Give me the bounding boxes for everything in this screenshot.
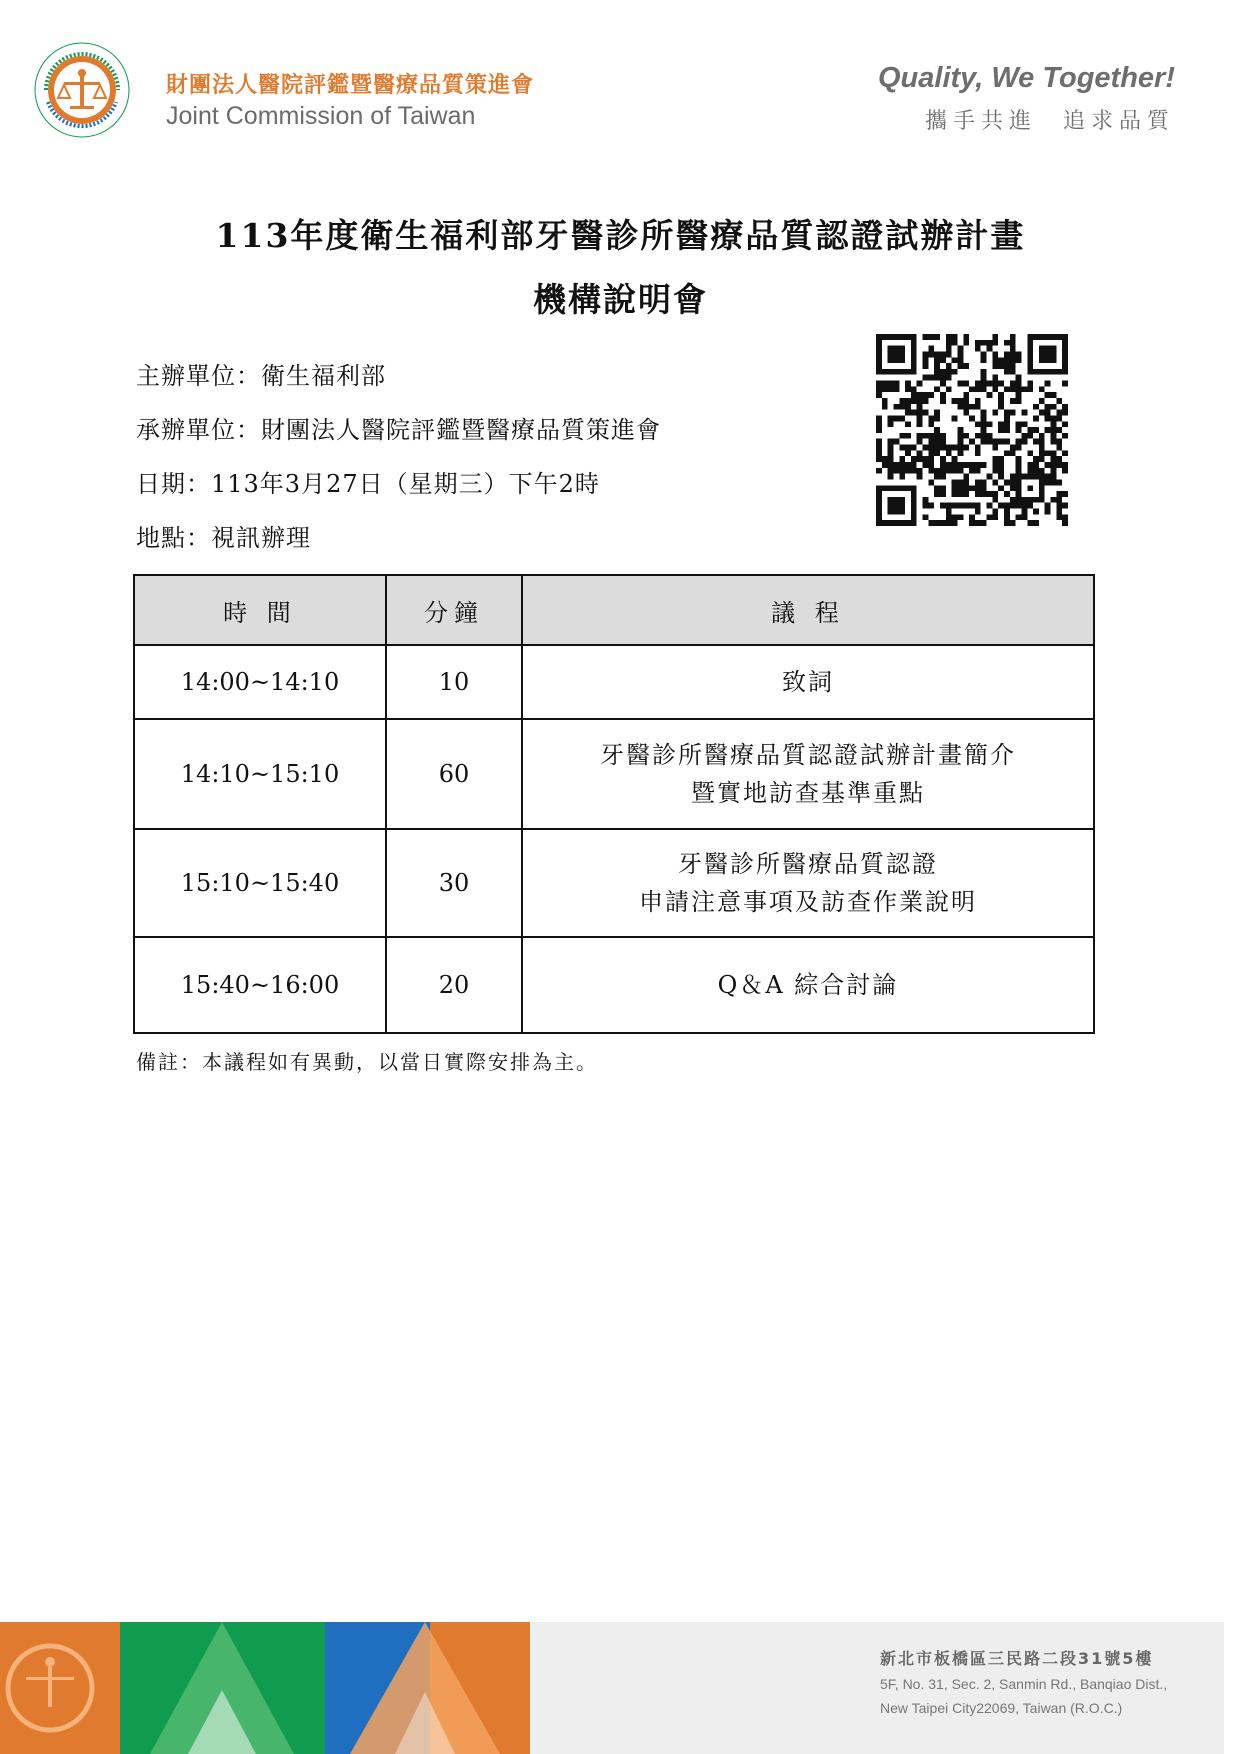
row-item [522, 645, 1094, 719]
row-minutes: 10 [386, 645, 522, 719]
table-row [134, 829, 1094, 937]
footer-banner [0, 1622, 530, 1754]
table-row [134, 937, 1094, 1033]
page-title: 113年度衛生福利部牙醫診所醫療品質認證試辦計畫 [215, 216, 1026, 255]
row-minutes: 20 [386, 937, 522, 1033]
row-time: 14:00~14:10 [134, 645, 386, 719]
qr-code[interactable] [876, 334, 1068, 526]
address-en-line2: New Taipei City22069, Taiwan (R.O.C.) [880, 1700, 1123, 1716]
address-cn: 新北市板橋區三民路二段31號5樓 [880, 1649, 1154, 1668]
note-text: 備註：本議程如有異動，以當日實際安排為主。 [136, 1050, 598, 1074]
slogan-en: Quality, We Together! [877, 62, 1175, 94]
row-item [522, 829, 1094, 937]
page-subtitle: 機構說明會 [533, 280, 708, 319]
organizer-line: 主辦單位：衛生福利部 [136, 362, 386, 390]
row-minutes: 60 [386, 719, 522, 829]
row-item-line: 致詞 [782, 668, 834, 696]
date-line: 日期：113年3月27日（星期三）下午2時 [136, 470, 600, 498]
row-minutes: 30 [386, 829, 522, 937]
agenda-table [133, 574, 1095, 1034]
header-time: 時 間 [134, 575, 386, 645]
header-agenda: 議 程 [522, 575, 1094, 645]
row-item-line: 牙醫診所醫療品質認證 [678, 850, 938, 878]
slogan-cn: 攜手共進 追求品質 [925, 109, 1175, 134]
table-row [134, 645, 1094, 719]
table-row [134, 719, 1094, 829]
venue-line: 地點：視訊辦理 [136, 524, 311, 552]
address-en-line1: 5F, No. 31, Sec. 2, Sanmin Rd., Banqiao Dist., [880, 1676, 1168, 1692]
jct-logo [32, 40, 132, 140]
row-item-line: 暨實地訪查基準重點 [691, 779, 925, 807]
row-item [522, 719, 1094, 829]
row-item-line: 申請注意事項及訪查作業說明 [639, 888, 977, 916]
org-name-cn: 財團法人醫院評鑑暨醫療品質策進會 [166, 73, 535, 98]
row-item-line: 牙醫診所醫療品質認證試辦計畫簡介 [600, 741, 1016, 769]
co-organizer-line: 承辦單位：財團法人醫院評鑑暨醫療品質策進會 [136, 416, 661, 444]
row-item [522, 937, 1094, 1033]
row-time: 15:40~16:00 [134, 937, 386, 1033]
org-name-en: Joint Commission of Taiwan [166, 102, 476, 130]
row-time: 14:10~15:10 [134, 719, 386, 829]
row-time: 15:10~15:40 [134, 829, 386, 937]
header-minutes: 分鐘 [386, 575, 522, 645]
agenda-header-row [134, 575, 1094, 645]
row-item-line: Q＆A 綜合討論 [717, 971, 899, 999]
